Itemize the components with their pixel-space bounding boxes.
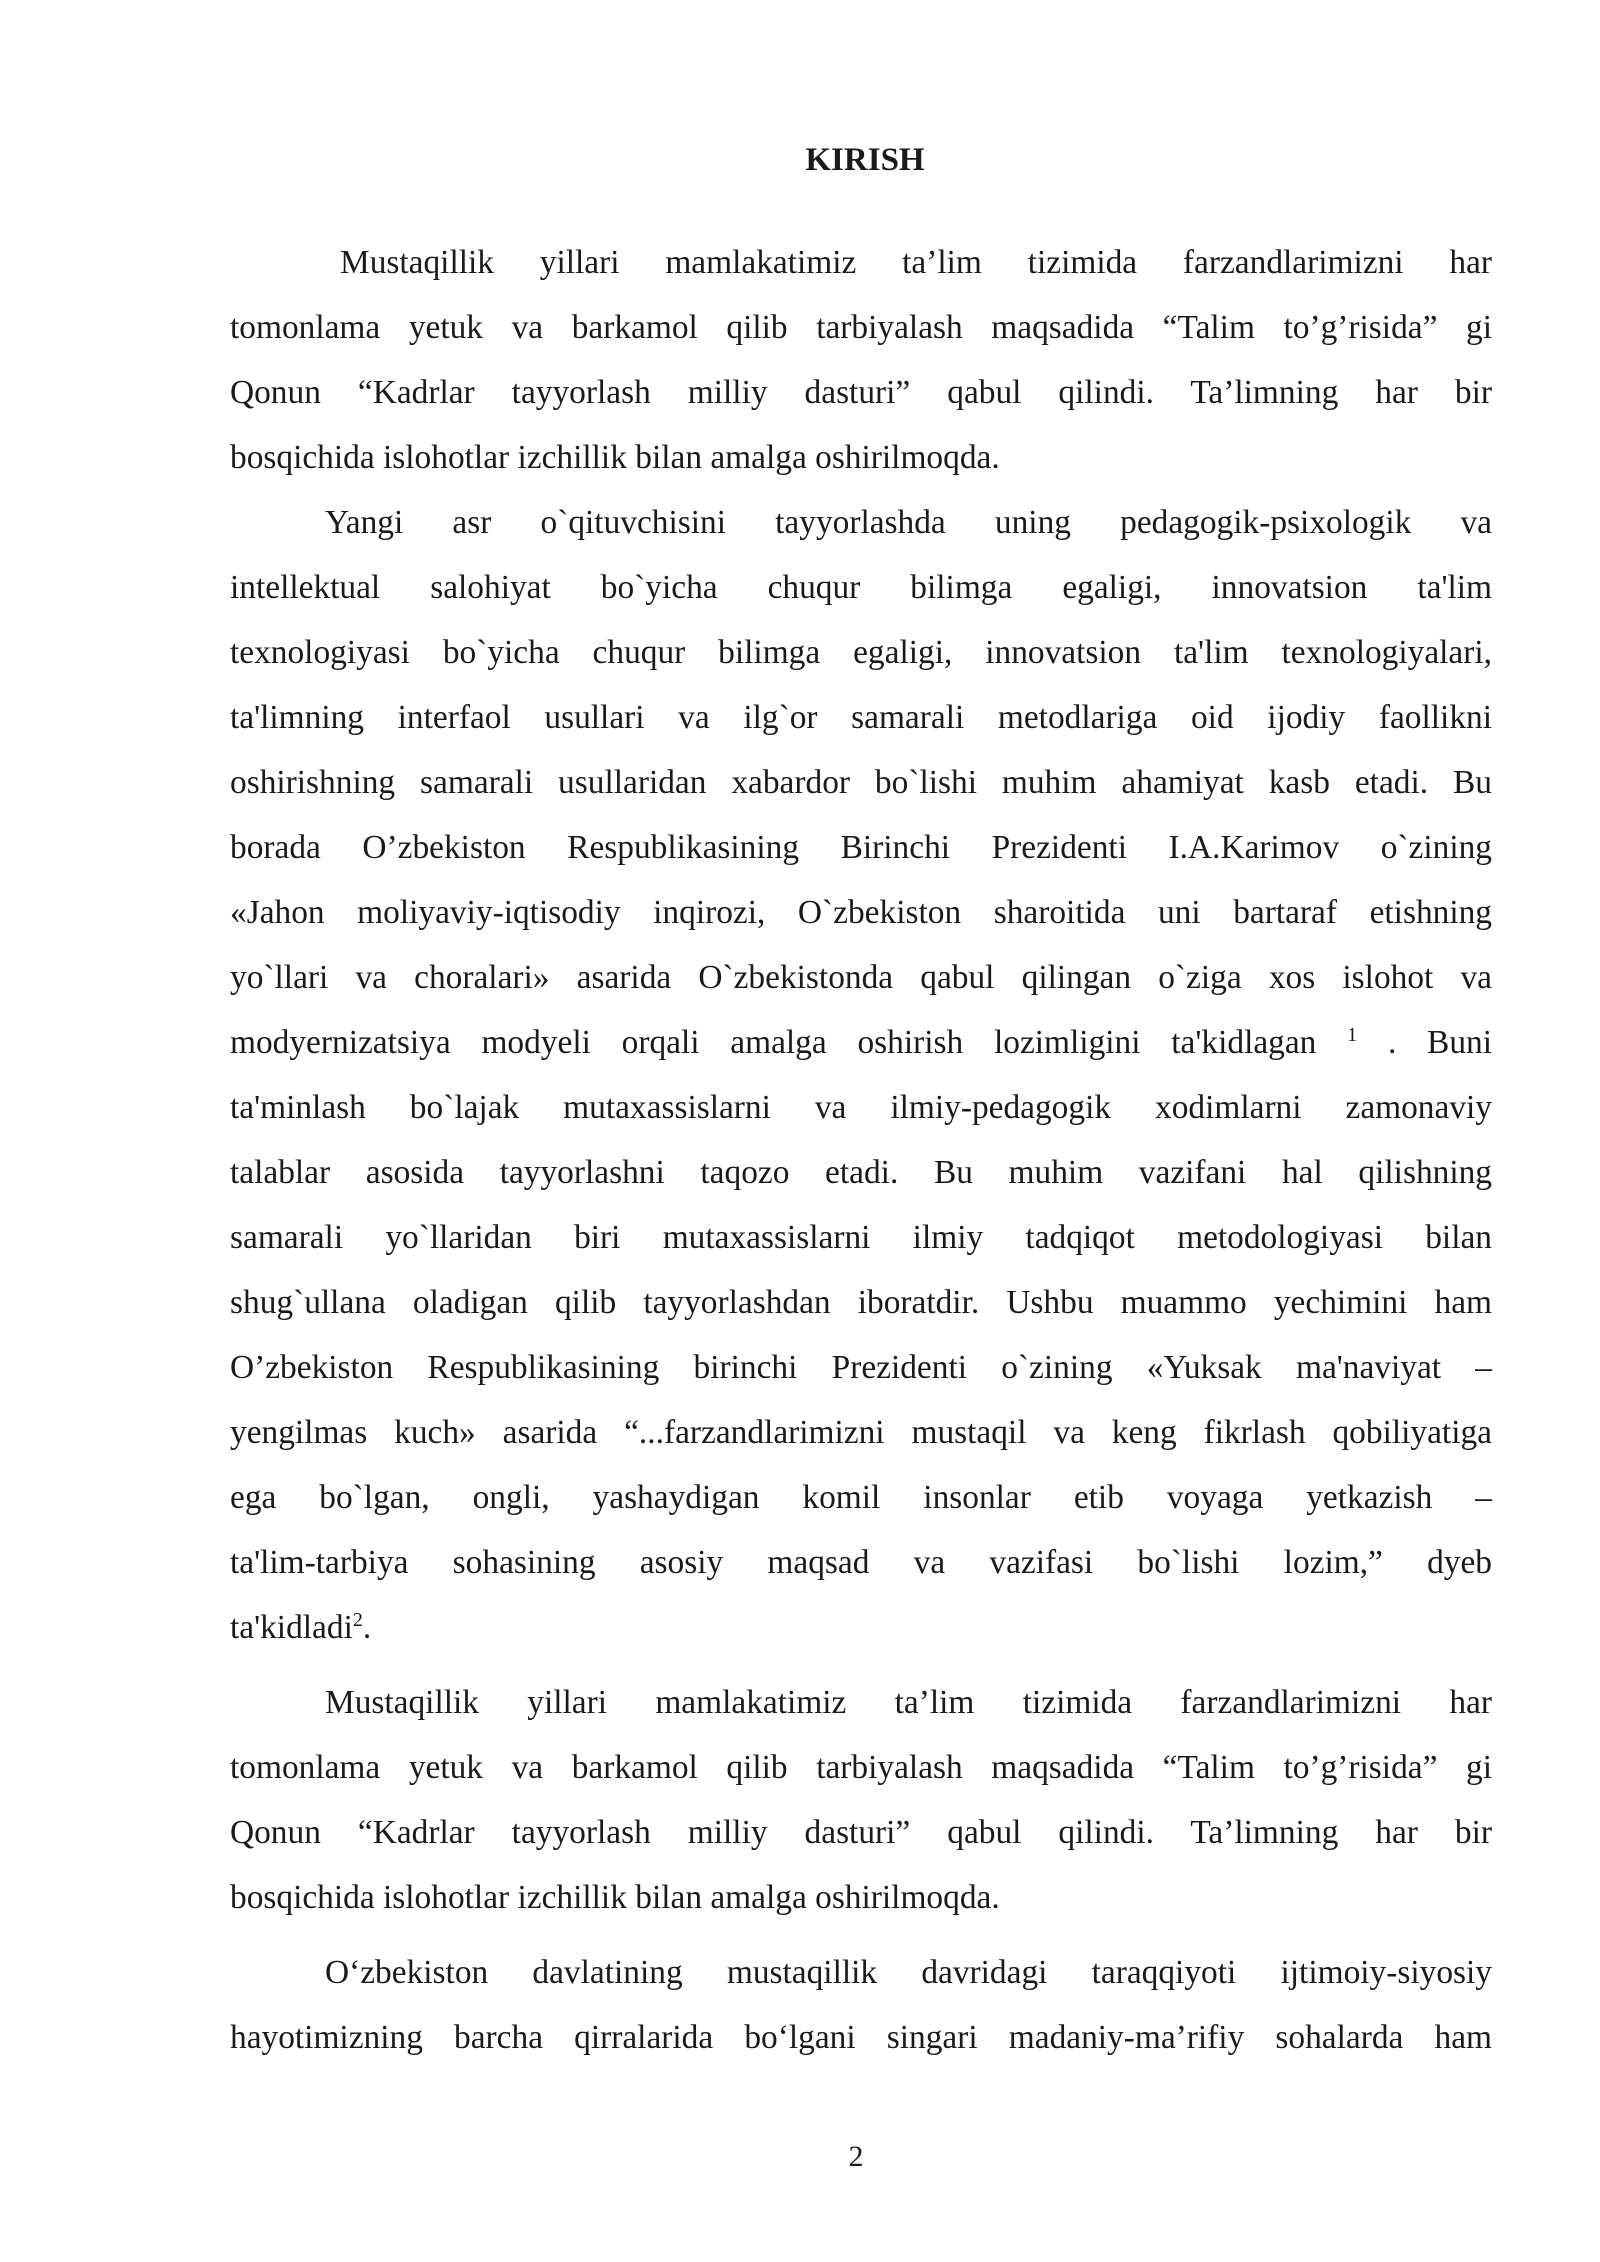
page-heading: KIRISH: [805, 142, 925, 178]
heading-container: [0, 140, 1600, 180]
text-segment: ta'kidladi: [230, 1609, 353, 1646]
footnote-marker[interactable]: 2: [352, 1608, 363, 1631]
text-line: yengilmas kuch» asarida “...farzandlarimizni mustaqil va keng fikrlash qobiliyatiga: [230, 1414, 1492, 1451]
text-segment: .: [362, 1609, 372, 1646]
text-line: ta'limning interfaol usullari va ilg`or samarali metodlariga oid ijodiy faollikni: [230, 699, 1492, 736]
text-line: Mustaqillik yillari mamlakatimiz ta’lim tizimida farzandlarimizni har: [340, 244, 1492, 281]
text-line: O’zbekiston Respublikasining birinchi Prezidenti o`zining «Yuksak ma'naviyat –: [230, 1349, 1492, 1386]
text-line: Qonun “Kadrlar tayyorlash milliy dasturi” qabul qilindi. Ta’limning har bir: [230, 374, 1492, 411]
text-line-with-footnote: [230, 1020, 1492, 1085]
paragraph-3: [230, 1680, 1492, 1940]
text-line: texnologiyasi bo`yicha chuqur bilimga egaligi, innovatsion ta'lim texnologiyalari,: [230, 634, 1492, 671]
paragraph-1: [230, 240, 1492, 500]
text-segment: modyernizatsiya modyeli orqali amalga oshirish lozimligini ta'kidlagan: [230, 1024, 1317, 1061]
text-line: samarali yo`llaridan biri mutaxassislarni ilmiy tadqiqot metodologiyasi bilan: [230, 1219, 1492, 1256]
text-line: ta'lim-tarbiya sohasining asosiy maqsad va vazifasi bo`lishi lozim,” dyeb: [230, 1544, 1492, 1581]
text-line: O‘zbekiston davlatining mustaqillik davridagi taraqqiyoti ijtimoiy-siyosiy: [325, 1954, 1492, 1991]
text-line: Qonun “Kadrlar tayyorlash milliy dasturi” qabul qilindi. Ta’limning har bir: [230, 1814, 1492, 1851]
text-line: bosqichida islohotlar izchillik bilan amalga oshirilmoqda.: [230, 439, 1000, 476]
text-line: Yangi asr o`qituvchisini tayyorlashda uning pedagogik-psixologik va: [325, 504, 1492, 541]
document-body: [230, 240, 1492, 2080]
text-line: ta'minlash bo`lajak mutaxassislarni va ilmiy-pedagogik xodimlarni zamonaviy: [230, 1089, 1492, 1126]
paragraph-2: [230, 500, 1492, 1670]
text-line: ega bo`lgan, ongli, yashaydigan komil insonlar etib voyaga yetkazish –: [230, 1479, 1492, 1516]
text-line: tomonlama yetuk va barkamol qilib tarbiyalash maqsadida “Talim to’g’risida” gi: [230, 1749, 1492, 1786]
text-line-with-footnote: [230, 1605, 1492, 1670]
text-line: Mustaqillik yillari mamlakatimiz ta’lim tizimida farzandlarimizni har: [325, 1684, 1492, 1721]
text-line: talablar asosida tayyorlashni taqozo etadi. Bu muhim vazifani hal qilishning: [230, 1154, 1492, 1191]
paragraph-spacer: [230, 1670, 1492, 1680]
text-line: «Jahon moliyaviy-iqtisodiy inqirozi, O`zbekiston sharoitida uni bartaraf etishning: [230, 894, 1492, 931]
page-number: 2: [848, 2140, 864, 2173]
footnote-marker[interactable]: 1: [1347, 1023, 1358, 1046]
text-line: oshirishning samarali usullaridan xabardor bo`lishi muhim ahamiyat kasb etadi. Bu: [230, 764, 1492, 801]
text-line: bosqichida islohotlar izchillik bilan amalga oshirilmoqda.: [230, 1879, 1000, 1916]
text-line: borada O’zbekiston Respublikasining Birinchi Prezidenti I.A.Karimov o`zining: [230, 829, 1492, 866]
paragraph-4: [230, 1950, 1492, 2080]
text-line: hayotimizning barcha qirralarida bo‘lgani singari madaniy-ma’rifiy sohalarda ham: [230, 2019, 1492, 2056]
text-segment: . Buni: [1387, 1024, 1492, 1061]
text-line: intellektual salohiyat bo`yicha chuqur bilimga egaligi, innovatsion ta'lim: [230, 569, 1492, 606]
text-line: shug`ullana oladigan qilib tayyorlashdan iboratdir. Ushbu muammo yechimini ham: [230, 1284, 1492, 1321]
paragraph-spacer: [230, 1940, 1492, 1950]
text-line: yo`llari va choralari» asarida O`zbekistonda qabul qilingan o`ziga xos islohot va: [230, 959, 1492, 996]
text-line: tomonlama yetuk va barkamol qilib tarbiyalash maqsadida “Talim to’g’risida” gi: [230, 309, 1492, 346]
